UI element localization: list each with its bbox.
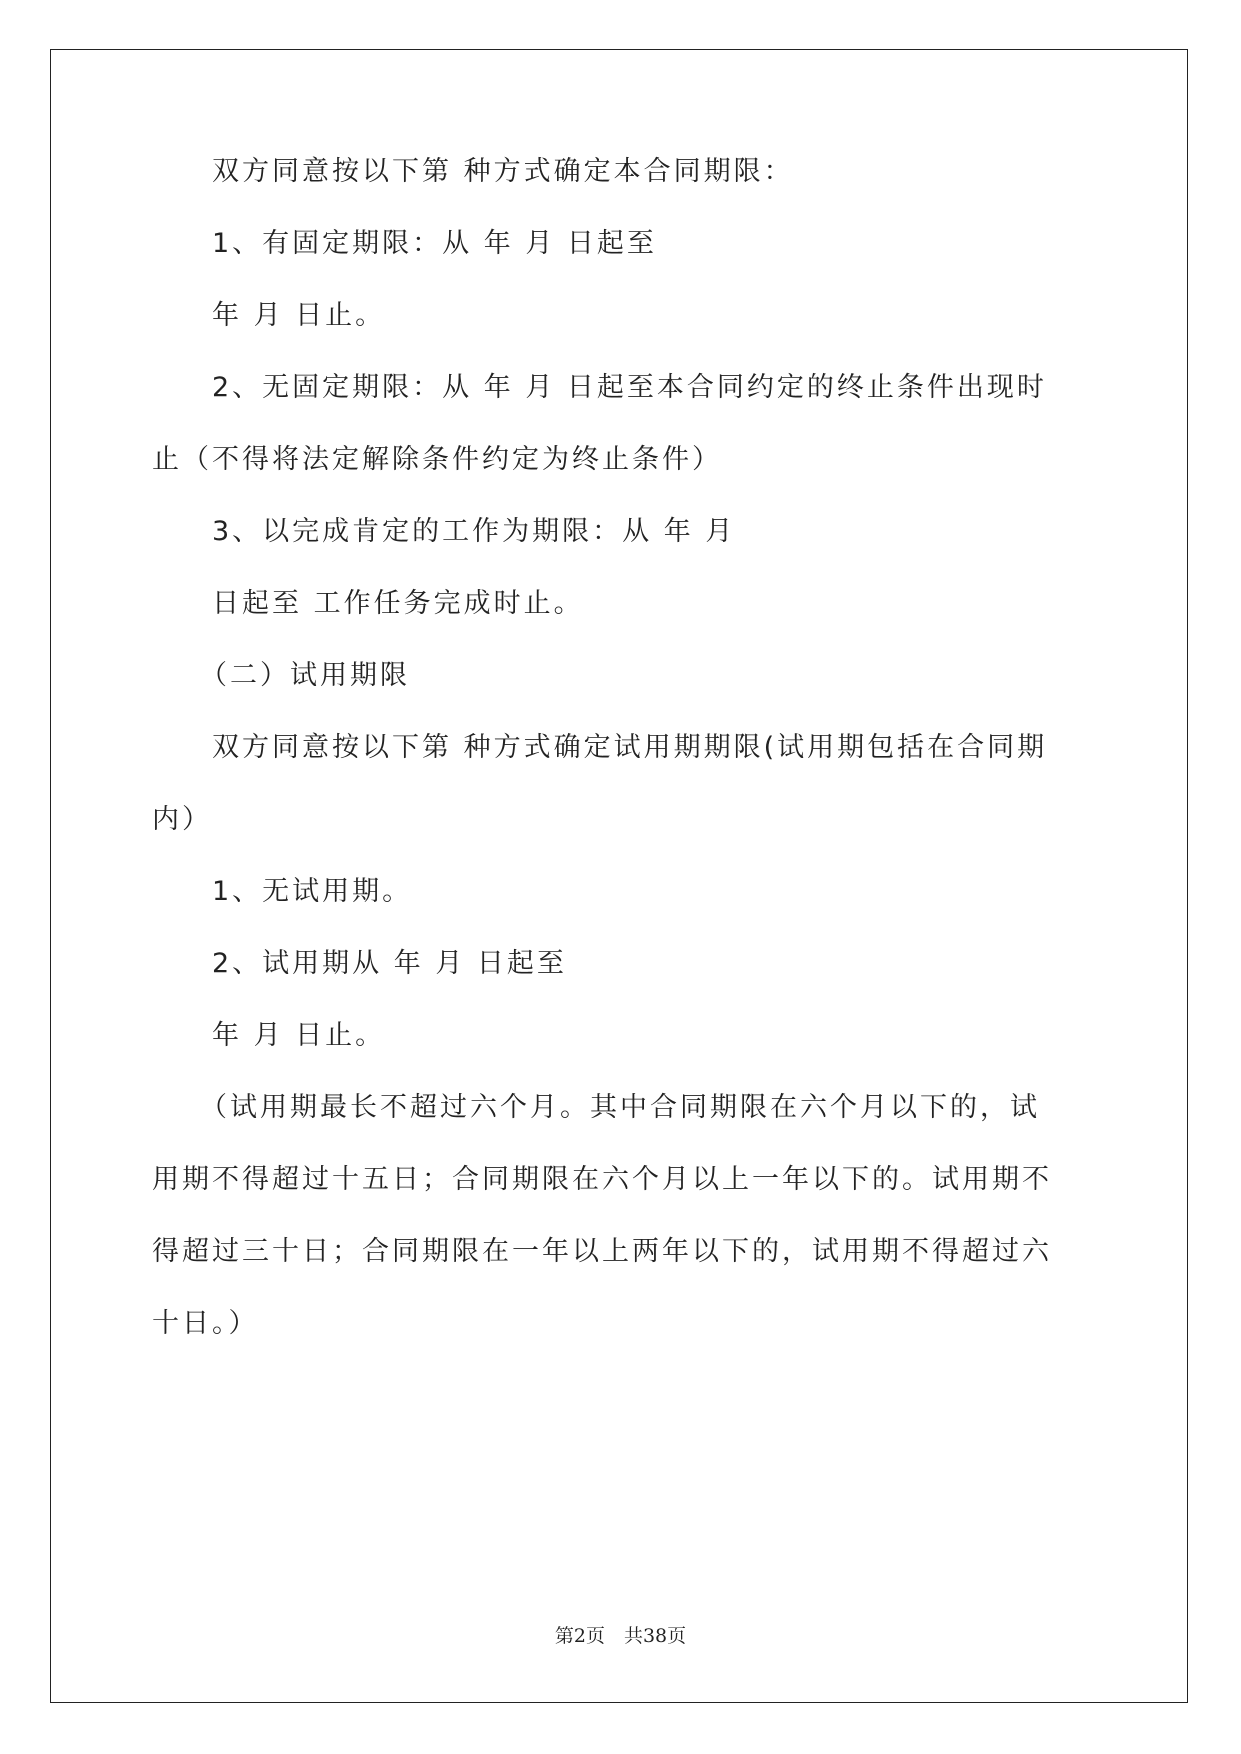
paragraph-open-term-cont: 止（不得将法定解除条件约定为终止条件） [152,444,722,475]
paragraph-probation-note-cont-1: 用期不得超过十五日；合同期限在六个月以上一年以下的。试用期不 [152,1164,1052,1195]
paragraph-probation-period-end: 年 月 日止。 [212,1020,386,1051]
paragraph-probation-note-cont-3: 十日。） [152,1308,259,1339]
paragraph-probation-period: 2、试用期从 年 月 日起至 [212,948,567,979]
paragraph-fixed-term-end: 年 月 日止。 [212,300,386,331]
paragraph-no-probation: 1、无试用期。 [212,876,413,907]
paragraph-task-term-end: 日起至 工作任务完成时止。 [212,588,584,619]
section-heading-probation: （二）试用期限 [200,660,410,691]
paragraph-open-term: 2、无固定期限：从 年 月 日起至本合同约定的终止条件出现时 [212,372,1047,403]
page-number-footer: 第2页 共38页 [554,1625,687,1647]
paragraph-fixed-term: 1、有固定期限：从 年 月 日起至 [212,228,657,259]
paragraph-contract-term-intro: 双方同意按以下第 种方式确定本合同期限： [212,156,794,187]
paragraph-probation-intro-cont: 内） [152,804,212,835]
paragraph-probation-note-cont-2: 得超过三十日；合同期限在一年以上两年以下的，试用期不得超过六 [152,1236,1052,1267]
paragraph-probation-intro: 双方同意按以下第 种方式确定试用期期限(试用期包括在合同期 [212,732,1048,763]
paragraph-probation-note: （试用期最长不超过六个月。其中合同期限在六个月以下的，试 [200,1092,1040,1123]
paragraph-task-term: 3、以完成肯定的工作为期限：从 年 月 [212,516,736,547]
